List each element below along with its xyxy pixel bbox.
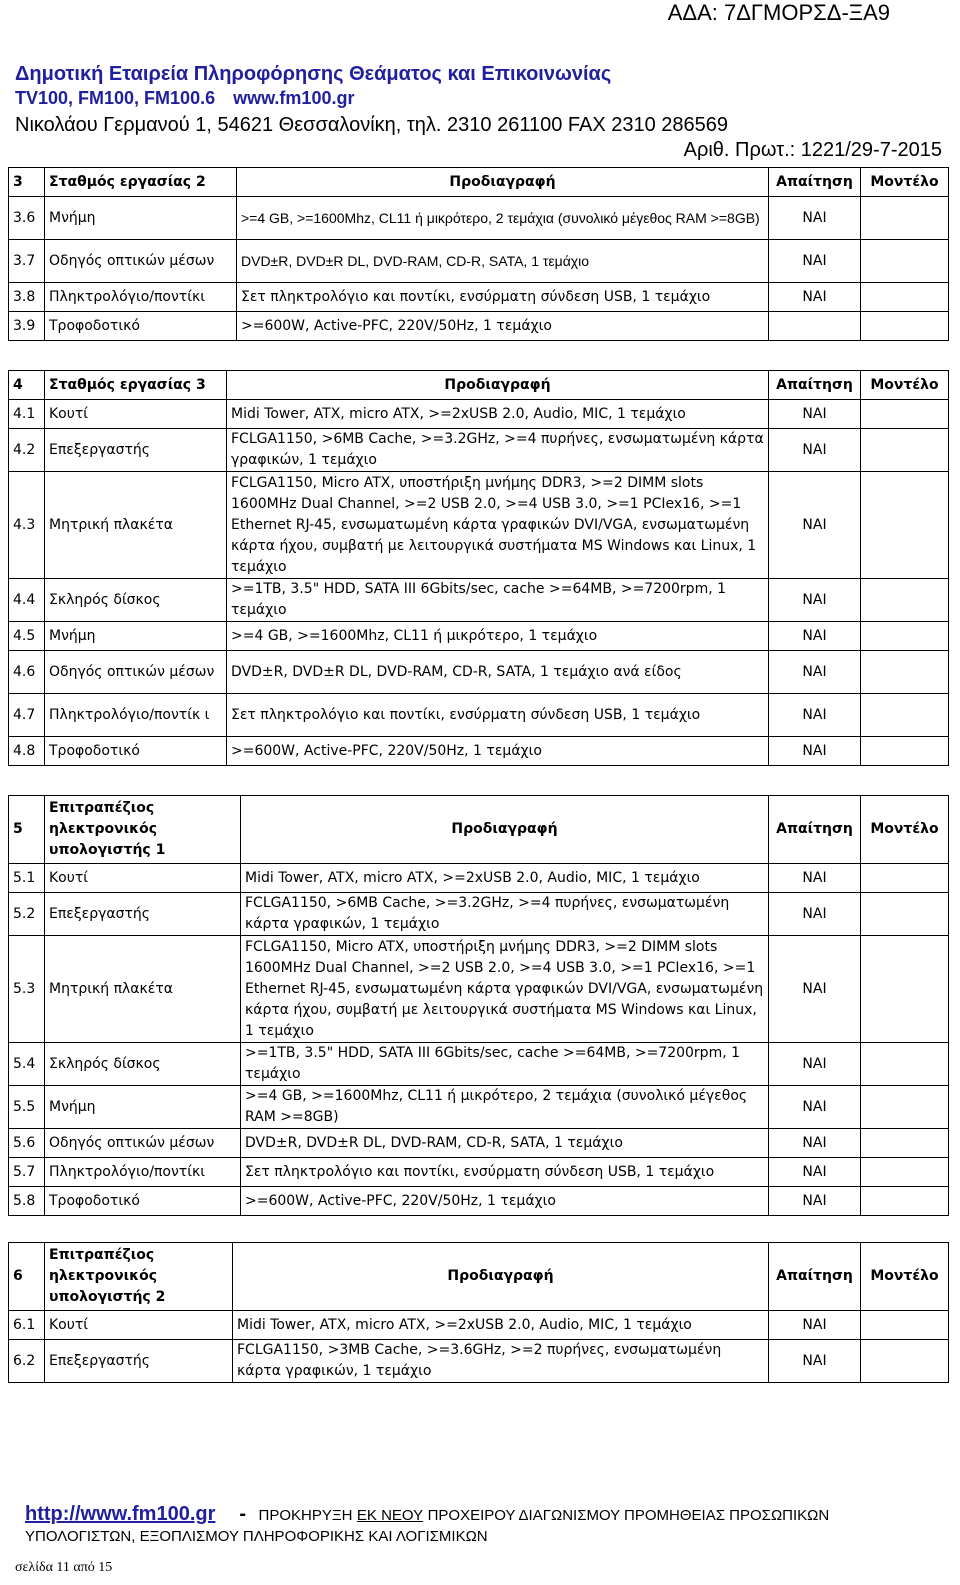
row-spec: >=4 GB, >=1600Mhz, CL11 ή μικρότερο, 1 τεμάχιο bbox=[227, 622, 769, 651]
row-spec: FCLGA1150, Micro ATX, υποστήριξη μνήμης DDR3, >=2 DIMM slots 1600MHz Dual Channel, >=2 USB 2.0, >=4 USB 3.0, >=1 PCIex16, >=1 Ethernet RJ-45, ενσωματωμένη κάρτα γραφικών DVI/VGA, ενσωματωμένη κάρτα ήχου, συμβατή με λειτουργικά συστήματα MS Windows και Linux, 1 τεμάχιο bbox=[241, 936, 769, 1043]
requirement-header: Απαίτηση bbox=[769, 168, 861, 197]
table-row bbox=[9, 1086, 949, 1129]
row-spec: >=600W, Active-PFC, 220V/50Hz, 1 τεμάχιο bbox=[227, 737, 769, 766]
row-model bbox=[861, 893, 949, 936]
table-row bbox=[9, 283, 949, 312]
row-model bbox=[861, 737, 949, 766]
spec-table-4 bbox=[8, 370, 949, 766]
row-spec: Σετ πληκτρολόγιο και ποντίκι, ενσύρματη σύνδεση USB, 1 τεμάχιο bbox=[241, 1158, 769, 1187]
row-requirement: ΝΑΙ bbox=[769, 429, 861, 472]
row-number: 4.2 bbox=[9, 429, 45, 472]
section-title: Σταθμός εργασίας 2 bbox=[45, 168, 237, 197]
model-header: Μοντέλο bbox=[861, 796, 949, 864]
row-model bbox=[861, 197, 949, 240]
table-row bbox=[9, 893, 949, 936]
row-model bbox=[861, 472, 949, 579]
requirement-header: Απαίτηση bbox=[769, 1243, 861, 1311]
row-number: 4.3 bbox=[9, 472, 45, 579]
row-component: Μνήμη bbox=[45, 1086, 241, 1129]
row-component: Τροφοδοτικό bbox=[45, 737, 227, 766]
model-header: Μοντέλο bbox=[861, 1243, 949, 1311]
row-spec: >=4 GB, >=1600Mhz, CL11 ή μικρότερο, 2 τεμάχια (συνολικό μέγεθος RAM >=8GB) bbox=[241, 1086, 769, 1129]
table-row bbox=[9, 197, 949, 240]
row-spec: Midi Tower, ATX, micro ATX, >=2xUSB 2.0, Audio, MIC, 1 τεμάχιο bbox=[227, 400, 769, 429]
table-header-row bbox=[9, 796, 949, 864]
spec-header: Προδιαγραφή bbox=[237, 168, 769, 197]
row-model bbox=[861, 283, 949, 312]
section-number: 5 bbox=[9, 796, 45, 864]
row-number: 5.4 bbox=[9, 1043, 45, 1086]
table-row bbox=[9, 312, 949, 341]
row-number: 5.3 bbox=[9, 936, 45, 1043]
row-number: 4.6 bbox=[9, 651, 45, 694]
row-requirement: ΝΑΙ bbox=[769, 1340, 861, 1383]
row-model bbox=[861, 1187, 949, 1216]
row-number: 3.8 bbox=[9, 283, 45, 312]
row-spec: >=4 GB, >=1600Mhz, CL11 ή μικρότερο, 2 τεμάχια (συνολικό μέγεθος RAM >=8GB) bbox=[237, 197, 769, 240]
row-number: 5.2 bbox=[9, 893, 45, 936]
row-component: Μητρική πλακέτα bbox=[45, 936, 241, 1043]
row-requirement: ΝΑΙ bbox=[769, 1311, 861, 1340]
section-title: Επιτραπέζιος ηλεκτρονικός υπολογιστής 1 bbox=[45, 796, 241, 864]
row-component: Σκληρός δίσκος bbox=[45, 579, 227, 622]
row-model bbox=[861, 1086, 949, 1129]
row-spec: FCLGA1150, >3MB Cache, >=3.6GHz, >=2 πυρήνες, ενσωματωμένη κάρτα γραφικών, 1 τεμάχιο bbox=[233, 1340, 769, 1383]
row-requirement: ΝΑΙ bbox=[769, 1187, 861, 1216]
row-model bbox=[861, 1129, 949, 1158]
website-link[interactable]: www.fm100.gr bbox=[233, 88, 355, 108]
row-spec: DVD±R, DVD±R DL, DVD-RAM, CD-R, SATA, 1 τεμάχιο bbox=[241, 1129, 769, 1158]
row-requirement: ΝΑΙ bbox=[769, 1129, 861, 1158]
row-requirement: ΝΑΙ bbox=[769, 936, 861, 1043]
table-header-row bbox=[9, 371, 949, 400]
table-row bbox=[9, 737, 949, 766]
row-requirement bbox=[769, 312, 861, 341]
row-component: Πληκτρολόγιο/ποντίκ ι bbox=[45, 694, 227, 737]
row-model bbox=[861, 429, 949, 472]
row-model bbox=[861, 1340, 949, 1383]
row-spec: >=1TB, 3.5" HDD, SATA III 6Gbits/sec, cache >=64MB, >=7200rpm, 1 τεμάχιο bbox=[227, 579, 769, 622]
row-spec: >=600W, Active-PFC, 220V/50Hz, 1 τεμάχιο bbox=[241, 1187, 769, 1216]
table-row bbox=[9, 694, 949, 737]
row-component: Οδηγός οπτικών μέσων bbox=[45, 651, 227, 694]
row-number: 4.4 bbox=[9, 579, 45, 622]
row-number: 5.6 bbox=[9, 1129, 45, 1158]
row-number: 5.7 bbox=[9, 1158, 45, 1187]
row-number: 4.1 bbox=[9, 400, 45, 429]
row-model bbox=[861, 936, 949, 1043]
row-model bbox=[861, 651, 949, 694]
row-number: 4.5 bbox=[9, 622, 45, 651]
row-component: Κουτί bbox=[45, 864, 241, 893]
row-requirement: ΝΑΙ bbox=[769, 1043, 861, 1086]
row-component: Κουτί bbox=[45, 1311, 233, 1340]
row-requirement: ΝΑΙ bbox=[769, 694, 861, 737]
row-model bbox=[861, 240, 949, 283]
row-requirement: ΝΑΙ bbox=[769, 283, 861, 312]
row-number: 5.1 bbox=[9, 864, 45, 893]
row-requirement: ΝΑΙ bbox=[769, 472, 861, 579]
ada-code: ΑΔΑ: 7ΔΓΜΟΡΣΔ-ΞΑ9 bbox=[667, 0, 890, 25]
spec-header: Προδιαγραφή bbox=[233, 1243, 769, 1311]
row-number: 5.5 bbox=[9, 1086, 45, 1129]
row-spec: FCLGA1150, Micro ATX, υποστήριξη μνήμης DDR3, >=2 DIMM slots 1600MHz Dual Channel, >=2 USB 2.0, >=4 USB 3.0, >=1 PCIex16, >=1 Ethernet RJ-45, ενσωματωμένη κάρτα γραφικών DVI/VGA, ενσωματωμένη κάρτα ήχου, συμβατή με λειτουργικά συστήματα MS Windows και Linux, 1 τεμάχιο bbox=[227, 472, 769, 579]
row-spec: Midi Tower, ATX, micro ATX, >=2xUSB 2.0, Audio, MIC, 1 τεμάχιο bbox=[241, 864, 769, 893]
row-component: Πληκτρολόγιο/ποντίκι bbox=[45, 1158, 241, 1187]
table-row bbox=[9, 472, 949, 579]
row-model bbox=[861, 1158, 949, 1187]
section-number: 3 bbox=[9, 168, 45, 197]
row-requirement: ΝΑΙ bbox=[769, 864, 861, 893]
row-component: Επεξεργαστής bbox=[45, 1340, 233, 1383]
footer-word-2: ΕΚ ΝΕΟΥ bbox=[356, 1507, 424, 1524]
row-component: Τροφοδοτικό bbox=[45, 1187, 241, 1216]
model-header: Μοντέλο bbox=[861, 168, 949, 197]
row-spec: Σετ πληκτρολόγιο και ποντίκι, ενσύρματη σύνδεση USB, 1 τεμάχιο bbox=[227, 694, 769, 737]
stations: TV100, FM100, FM100.6 bbox=[15, 88, 216, 108]
table-row bbox=[9, 936, 949, 1043]
table-row bbox=[9, 429, 949, 472]
row-component: Επεξεργαστής bbox=[45, 893, 241, 936]
page-number: σελίδα 11 από 15 bbox=[15, 1560, 113, 1575]
section-title: Σταθμός εργασίας 3 bbox=[45, 371, 227, 400]
table-row bbox=[9, 622, 949, 651]
table-row bbox=[9, 1043, 949, 1086]
requirement-header: Απαίτηση bbox=[769, 796, 861, 864]
requirement-header: Απαίτηση bbox=[769, 371, 861, 400]
model-header: Μοντέλο bbox=[861, 371, 949, 400]
row-component: Κουτί bbox=[45, 400, 227, 429]
row-requirement: ΝΑΙ bbox=[769, 893, 861, 936]
footer-word-1: ΠΡΟΚΗΡΥΞΗ bbox=[258, 1507, 353, 1524]
row-spec: FCLGA1150, >6MB Cache, >=3.2GHz, >=4 πυρήνες, ενσωματωμένη κάρτα γραφικών, 1 τεμάχιο bbox=[227, 429, 769, 472]
section-title: Επιτραπέζιος ηλεκτρονικός υπολογιστής 2 bbox=[45, 1243, 233, 1311]
row-component: Τροφοδοτικό bbox=[45, 312, 237, 341]
row-model bbox=[861, 864, 949, 893]
spec-table-3 bbox=[8, 167, 949, 341]
row-number: 6.1 bbox=[9, 1311, 45, 1340]
row-requirement: ΝΑΙ bbox=[769, 240, 861, 283]
footer-line bbox=[25, 1503, 829, 1526]
row-requirement: ΝΑΙ bbox=[769, 737, 861, 766]
row-requirement: ΝΑΙ bbox=[769, 579, 861, 622]
table-row bbox=[9, 864, 949, 893]
section-number: 6 bbox=[9, 1243, 45, 1311]
footer-url-link[interactable]: http://www.fm100.gr bbox=[25, 1503, 216, 1525]
footer-rest: ΠΡΟΧΕΙΡΟΥ ΔΙΑΓΩΝΙΣΜΟΥ ΠΡΟΜΗΘΕΙΑΣ ΠΡΟΣΩΠΙΚΩΝ bbox=[427, 1507, 830, 1524]
row-number: 5.8 bbox=[9, 1187, 45, 1216]
table-header-row bbox=[9, 168, 949, 197]
protocol-number: Αριθ. Πρωτ.: 1221/29-7-2015 bbox=[683, 139, 942, 161]
row-spec: DVD±R, DVD±R DL, DVD-RAM, CD-R, SATA, 1 τεμάχιο ανά είδος bbox=[227, 651, 769, 694]
row-requirement: ΝΑΙ bbox=[769, 400, 861, 429]
row-requirement: ΝΑΙ bbox=[769, 197, 861, 240]
row-requirement: ΝΑΙ bbox=[769, 1086, 861, 1129]
spec-header: Προδιαγραφή bbox=[241, 796, 769, 864]
table-row bbox=[9, 400, 949, 429]
row-spec: Midi Tower, ATX, micro ATX, >=2xUSB 2.0, Audio, MIC, 1 τεμάχιο bbox=[233, 1311, 769, 1340]
row-component: Οδηγός οπτικών μέσων bbox=[45, 240, 237, 283]
table-row bbox=[9, 1311, 949, 1340]
row-requirement: ΝΑΙ bbox=[769, 651, 861, 694]
section-number: 4 bbox=[9, 371, 45, 400]
row-model bbox=[861, 622, 949, 651]
row-spec: Σετ πληκτρολόγιο και ποντίκι, ενσύρματη σύνδεση USB, 1 τεμάχιο bbox=[237, 283, 769, 312]
address-line: Νικολάου Γερμανού 1, 54621 Θεσσαλονίκη, τηλ. 2310 261100 FAX 2310 286569 bbox=[15, 114, 729, 136]
table-row bbox=[9, 579, 949, 622]
table-row bbox=[9, 1187, 949, 1216]
row-component: Επεξεργαστής bbox=[45, 429, 227, 472]
spec-header: Προδιαγραφή bbox=[227, 371, 769, 400]
footer-line-2: ΥΠΟΛΟΓΙΣΤΩΝ, ΕΞΟΠΛΙΣΜΟΥ ΠΛΗΡΟΦΟΡΙΚΗΣ ΚΑΙ ΛΟΓΙΣΜΙΚΩΝ bbox=[25, 1528, 488, 1545]
row-requirement: ΝΑΙ bbox=[769, 1158, 861, 1187]
row-component: Σκληρός δίσκος bbox=[45, 1043, 241, 1086]
row-component: Μητρική πλακέτα bbox=[45, 472, 227, 579]
table-row bbox=[9, 1129, 949, 1158]
row-component: Οδηγός οπτικών μέσων bbox=[45, 1129, 241, 1158]
row-number: 4.8 bbox=[9, 737, 45, 766]
row-spec: FCLGA1150, >6MB Cache, >=3.2GHz, >=4 πυρήνες, ενσωματωμένη κάρτα γραφικών, 1 τεμάχιο bbox=[241, 893, 769, 936]
row-model bbox=[861, 312, 949, 341]
table-row bbox=[9, 240, 949, 283]
row-number: 3.9 bbox=[9, 312, 45, 341]
footer-dash: - bbox=[239, 1503, 247, 1525]
row-model bbox=[861, 694, 949, 737]
row-component: Μνήμη bbox=[45, 622, 227, 651]
row-requirement: ΝΑΙ bbox=[769, 622, 861, 651]
row-number: 6.2 bbox=[9, 1340, 45, 1383]
row-spec: >=600W, Active-PFC, 220V/50Hz, 1 τεμάχιο bbox=[237, 312, 769, 341]
table-row bbox=[9, 651, 949, 694]
row-component: Μνήμη bbox=[45, 197, 237, 240]
row-component: Πληκτρολόγιο/ποντίκι bbox=[45, 283, 237, 312]
row-model bbox=[861, 1311, 949, 1340]
table-row bbox=[9, 1340, 949, 1383]
row-number: 4.7 bbox=[9, 694, 45, 737]
row-model bbox=[861, 579, 949, 622]
organization-name: Δημοτική Εταιρεία Πληροφόρησης Θεάματος και Επικοινωνίας bbox=[15, 63, 612, 85]
spec-table-5 bbox=[8, 795, 949, 1216]
row-number: 3.7 bbox=[9, 240, 45, 283]
row-number: 3.6 bbox=[9, 197, 45, 240]
spec-table-6 bbox=[8, 1242, 949, 1383]
row-model bbox=[861, 400, 949, 429]
row-spec: >=1TB, 3.5" HDD, SATA III 6Gbits/sec, cache >=64MB, >=7200rpm, 1 τεμάχιο bbox=[241, 1043, 769, 1086]
row-model bbox=[861, 1043, 949, 1086]
table-row bbox=[9, 1158, 949, 1187]
row-spec: DVD±R, DVD±R DL, DVD-RAM, CD-R, SATA, 1 τεμάχιο bbox=[237, 240, 769, 283]
table-header-row bbox=[9, 1243, 949, 1311]
stations-line bbox=[15, 88, 354, 109]
